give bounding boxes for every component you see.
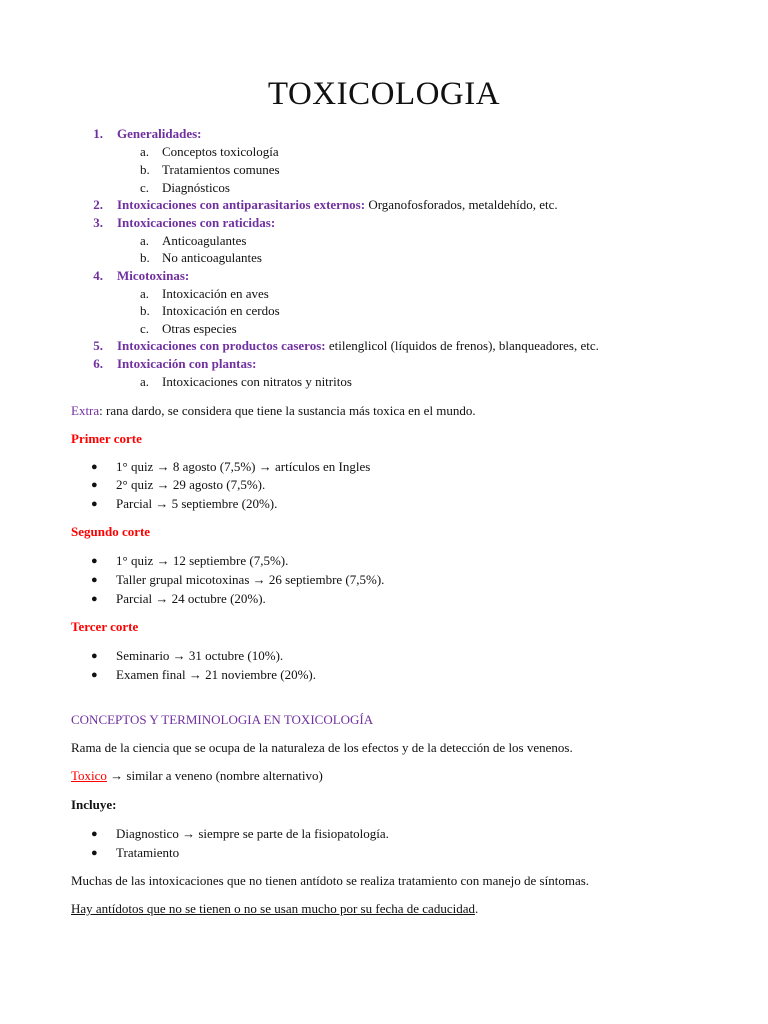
bullet-icon: ● [91, 847, 98, 859]
toxico-text: → similar a veneno (nombre alternativo) [106, 768, 323, 783]
list-item-text: Parcial → 5 septiembre (20%). [116, 496, 278, 511]
outline-number: 1. [93, 126, 103, 141]
bullet-icon: ● [91, 479, 98, 491]
subitem-text: Intoxicaciones con nitratos y nitritos [162, 374, 352, 389]
outline-number: 5. [93, 338, 103, 353]
toxico-term: Toxico [71, 768, 107, 783]
bullet-icon: ● [91, 574, 98, 586]
outline-heading: Intoxicaciones con productos caseros: [117, 338, 326, 353]
subitem-letter: a. [140, 286, 150, 301]
subitem-text: Conceptos toxicología [162, 144, 279, 159]
outline-text: etilenglicol (líquidos de frenos), blanqueadores, etc. [325, 338, 599, 353]
bullet-icon: ● [91, 593, 98, 605]
outline-number: 6. [93, 356, 103, 371]
incluye-label: Incluye: [71, 797, 117, 812]
list-item-text: Tratamiento [116, 845, 180, 860]
subitem-letter: a. [140, 233, 150, 248]
bullet-icon: ● [91, 828, 98, 840]
subitem-letter: a. [140, 144, 150, 159]
outline-line [117, 338, 599, 354]
caducidad-end: . [474, 901, 479, 916]
document-title: TOXICOLOGIA [267, 76, 501, 112]
bullet-icon: ● [91, 650, 98, 662]
outline-line [117, 197, 558, 213]
subitem-text: Diagnósticos [162, 180, 230, 195]
bullet-icon: ● [91, 555, 98, 567]
outline-heading: Intoxicación con plantas: [117, 356, 257, 371]
outline-number: 2. [93, 197, 103, 212]
subitem-text: No anticoagulantes [162, 250, 262, 265]
paragraph-caducidad [71, 901, 478, 917]
outline-heading: Micotoxinas: [117, 268, 190, 283]
list-item-text: Taller grupal micotoxinas → 26 septiembre (7,5%). [116, 572, 385, 587]
subitem-letter: c. [140, 180, 150, 195]
subitem-text: Intoxicación en cerdos [162, 303, 280, 318]
list-item-text: Diagnostico → siempre se parte de la fisiopatología. [116, 826, 389, 841]
bullet-icon: ● [91, 498, 98, 510]
corte-heading-tercer: Tercer corte [71, 619, 139, 634]
list-item-text: 1° quiz → 12 septiembre (7,5%). [116, 553, 289, 568]
extra-text: : rana dardo, se considera que tiene la sustancia más toxica en el mundo. [99, 403, 476, 418]
subitem-letter: b. [140, 303, 150, 318]
section-heading-conceptos: CONCEPTOS Y TERMINOLOGIA EN TOXICOLOGÍA [71, 712, 374, 727]
paragraph-antidotos: Muchas de las intoxicaciones que no tienen antídoto se realiza tratamiento con manejo de síntomas. [71, 873, 590, 888]
subitem-text: Tratamientos comunes [162, 162, 280, 177]
extra-label: Extra [71, 403, 100, 418]
extra-note [71, 403, 476, 419]
list-item-text: Seminario → 31 octubre (10%). [116, 648, 284, 663]
bullet-icon: ● [91, 461, 98, 473]
subitem-text: Otras especies [162, 321, 237, 336]
list-item-text: Examen final → 21 noviembre (20%). [116, 667, 316, 682]
outline-number: 3. [93, 215, 103, 230]
subitem-letter: c. [140, 321, 150, 336]
toxico-line [71, 768, 323, 784]
list-item-text: 2° quiz → 29 agosto (7,5%). [116, 477, 266, 492]
subitem-letter: b. [140, 162, 150, 177]
subitem-letter: a. [140, 374, 150, 389]
list-item-text: Parcial → 24 octubre (20%). [116, 591, 266, 606]
corte-heading-primer: Primer corte [71, 431, 142, 446]
definition-paragraph: Rama de la ciencia que se ocupa de la naturaleza de los efectos y de la detección de los venenos. [71, 740, 573, 755]
bullet-icon: ● [91, 669, 98, 681]
outline-heading: Generalidades: [117, 126, 202, 141]
subitem-text: Intoxicación en aves [162, 286, 269, 301]
list-item-text: 1° quiz → 8 agosto (7,5%) → artículos en Ingles [116, 459, 371, 474]
caducidad-text: Hay antídotos que no se tienen o no se usan mucho por su fecha de caducidad [71, 901, 475, 916]
outline-heading: Intoxicaciones con antiparasitarios externos: [117, 197, 366, 212]
subitem-text: Anticoagulantes [162, 233, 247, 248]
outline-heading: Intoxicaciones con raticidas: [117, 215, 276, 230]
corte-heading-segundo: Segundo corte [71, 524, 151, 539]
outline-text: Organofosforados, metaldehído, etc. [365, 197, 558, 212]
outline-number: 4. [93, 268, 103, 283]
subitem-letter: b. [140, 250, 150, 265]
